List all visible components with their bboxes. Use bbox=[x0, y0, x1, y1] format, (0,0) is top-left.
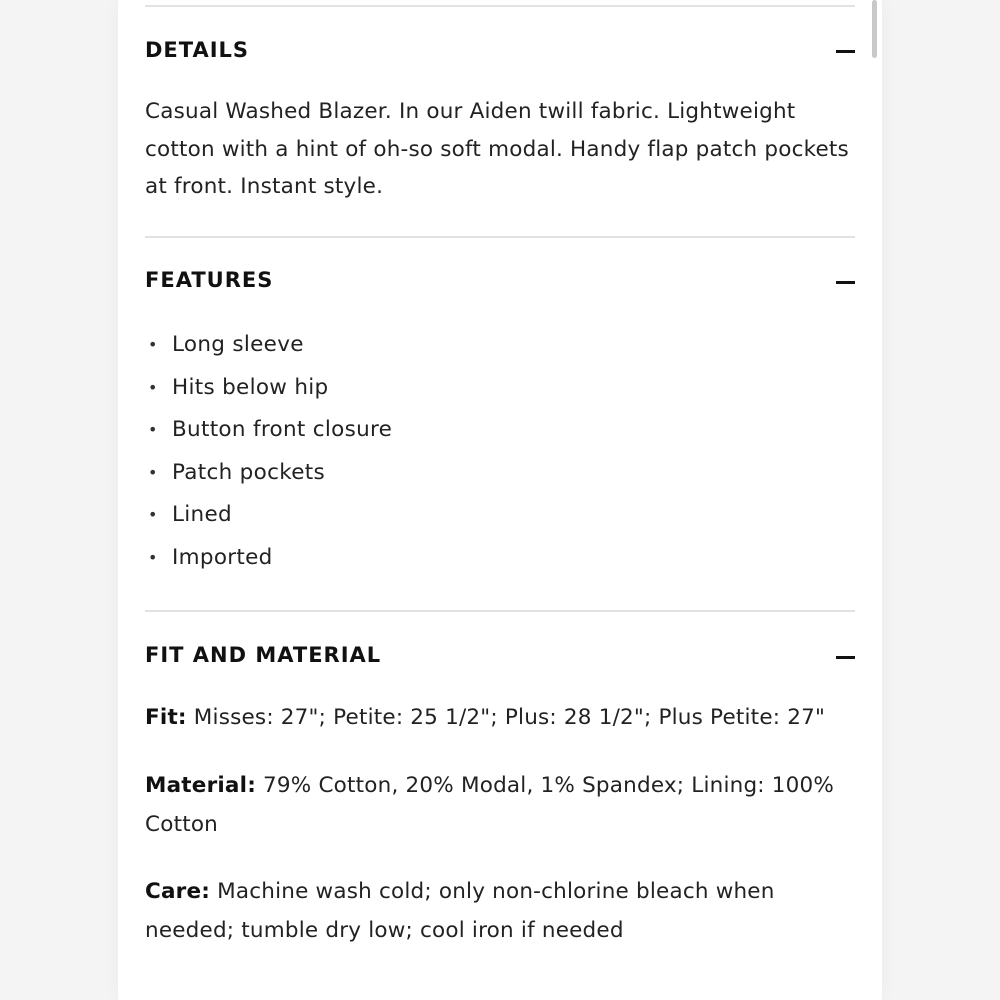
bullet-icon: • bbox=[148, 335, 158, 354]
features-heading[interactable]: FEATURES bbox=[145, 268, 274, 292]
care-label: Care: bbox=[145, 879, 211, 904]
list-item bbox=[145, 367, 392, 410]
list-item bbox=[145, 537, 392, 580]
fit-material-collapse-minus-icon[interactable] bbox=[836, 648, 856, 668]
scrollbar[interactable] bbox=[872, 0, 877, 58]
divider bbox=[145, 236, 855, 238]
bullet-icon: • bbox=[148, 377, 158, 397]
features-list bbox=[145, 324, 392, 580]
material-paragraph bbox=[145, 767, 860, 844]
bullet-icon: • bbox=[148, 462, 158, 482]
feature-text: Hits below hip bbox=[172, 374, 329, 400]
details-description: Casual Washed Blazer. In our Aiden twill fabric. Lightweight cotton with a hint of oh-so soft modal. Handy flap patch pockets at front. Instant style. bbox=[145, 99, 849, 199]
fit-paragraph bbox=[145, 699, 860, 738]
details-collapse-minus-icon[interactable] bbox=[836, 42, 856, 62]
bullet-icon: • bbox=[148, 547, 158, 567]
feature-text: Patch pockets bbox=[172, 459, 325, 485]
list-item bbox=[145, 494, 392, 537]
features-collapse-minus-icon[interactable] bbox=[836, 273, 856, 293]
list-item bbox=[145, 452, 392, 495]
feature-text: Imported bbox=[172, 544, 273, 570]
care-paragraph bbox=[145, 873, 860, 950]
fit-material-heading[interactable]: FIT AND MATERIAL bbox=[145, 643, 382, 667]
feature-text: Button front closure bbox=[172, 417, 393, 443]
bullet-icon: • bbox=[148, 505, 158, 525]
care-value: Machine wash cold; only non-chlorine bleach when needed; tumble dry low; cool iron if needed bbox=[145, 879, 775, 943]
bullet-icon: • bbox=[148, 420, 158, 440]
feature-text: Lined bbox=[172, 502, 232, 528]
list-item bbox=[145, 324, 392, 367]
fit-label: Fit: bbox=[145, 705, 187, 730]
details-heading[interactable]: DETAILS bbox=[145, 38, 250, 62]
product-info-panel bbox=[118, 0, 882, 1000]
material-value: 79% Cotton, 20% Modal, 1% Spandex; Lining: 100% Cotton bbox=[145, 773, 835, 837]
material-label: Material: bbox=[145, 773, 257, 798]
divider bbox=[145, 5, 855, 7]
feature-text: Long sleeve bbox=[172, 332, 304, 357]
list-item bbox=[145, 409, 392, 452]
fit-value: Misses: 27"; Petite: 25 1/2"; Plus: 28 1/2"; Plus Petite: 27" bbox=[186, 705, 826, 730]
divider bbox=[145, 610, 855, 612]
